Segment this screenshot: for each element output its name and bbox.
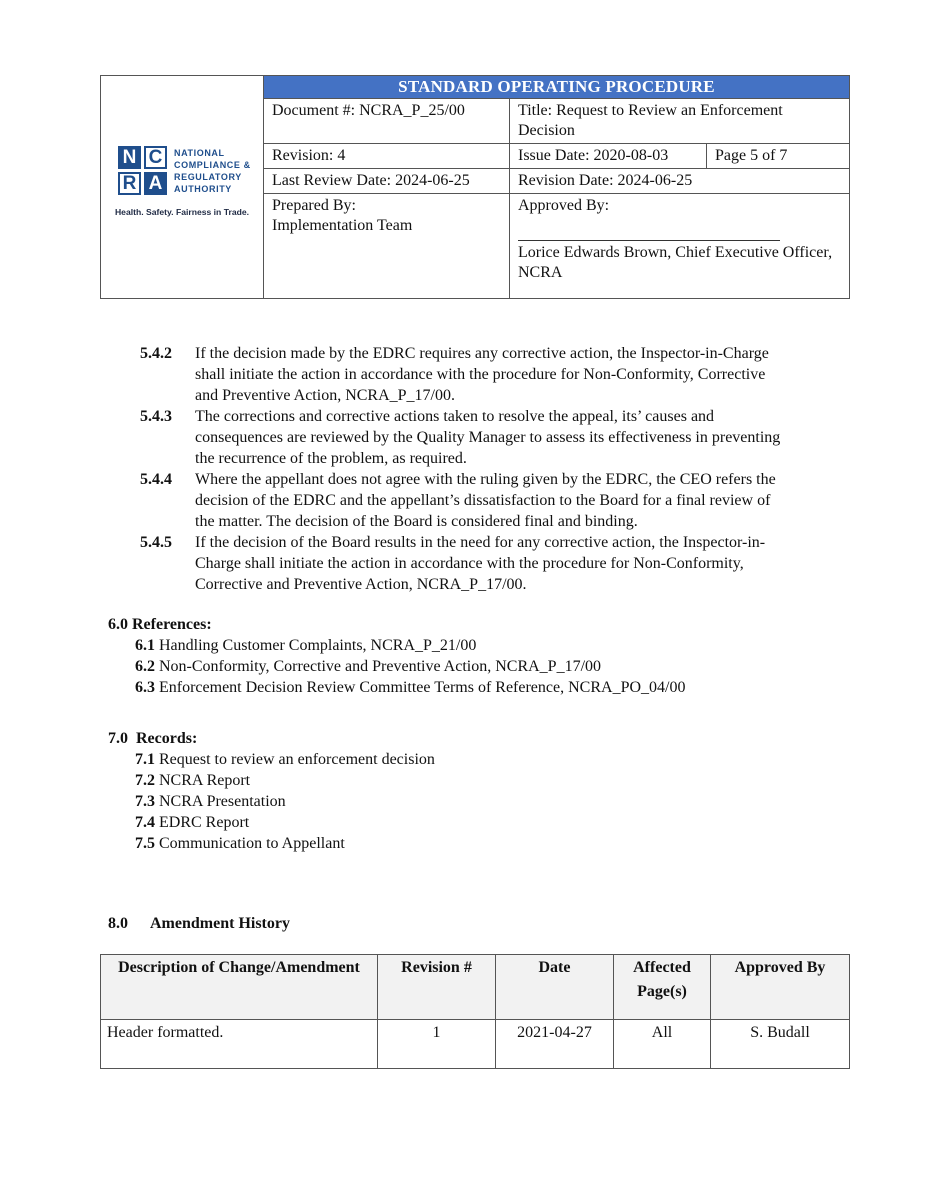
clause-item bbox=[140, 406, 790, 469]
approver-name: Lorice Edwards Brown, Chief Executive Officer, NCRA bbox=[518, 244, 833, 281]
clause-text: Where the appellant does not agree with the ruling given by the EDRC, the CEO refers the decision of the EDRC and the appellant’s dissatisfaction to the Board for a final review of the matter. The decision of the Board is considered final and binding. bbox=[195, 471, 776, 530]
signature-line bbox=[518, 240, 780, 241]
reference-item bbox=[108, 677, 685, 698]
record-item bbox=[108, 833, 435, 854]
clause-text: The corrections and corrective actions taken to resolve the appeal, its’ causes and consequences are reviewed by the Quality Manager to assess its effectiveness in preventing the recurrence of the problem, as required. bbox=[195, 408, 781, 467]
record-number: 7.4 bbox=[135, 814, 155, 831]
approved-by-cell bbox=[510, 194, 850, 299]
logo-line: AUTHORITY bbox=[174, 184, 232, 194]
clause-number: 5.4.4 bbox=[140, 471, 172, 488]
record-text: NCRA Report bbox=[159, 772, 251, 789]
last-review-date: Last Review Date: 2024-06-25 bbox=[264, 169, 510, 194]
record-text: NCRA Presentation bbox=[159, 793, 286, 810]
table-header-row bbox=[101, 955, 850, 1020]
ncra-logo bbox=[101, 142, 263, 232]
reference-text: Handling Customer Complaints, NCRA_P_21/00 bbox=[159, 637, 477, 654]
clause-number: 5.4.3 bbox=[140, 408, 172, 425]
column-header: Affected Page(s) bbox=[614, 955, 711, 1020]
reference-number: 6.3 bbox=[135, 679, 155, 696]
logo-line: NATIONAL bbox=[174, 148, 225, 158]
approved-by-label: Approved By: bbox=[518, 197, 610, 214]
logo-letter: N bbox=[118, 146, 141, 169]
document-number: Document #: NCRA_P_25/00 bbox=[264, 99, 510, 144]
reference-text: Non-Conformity, Corrective and Preventive Action, NCRA_P_17/00 bbox=[159, 658, 602, 675]
record-text: EDRC Report bbox=[159, 814, 250, 831]
table-cell: All bbox=[614, 1020, 711, 1069]
logo-letter-grid bbox=[118, 146, 167, 195]
amendment-section-title: Amendment History bbox=[150, 915, 290, 932]
records-heading: 7.0 Records: bbox=[108, 730, 198, 747]
clause-number: 5.4.2 bbox=[140, 345, 172, 362]
reference-item bbox=[108, 656, 685, 677]
issue-date: Issue Date: 2020-08-03 bbox=[510, 144, 707, 169]
amendment-heading bbox=[108, 913, 290, 934]
clause-item bbox=[140, 532, 790, 595]
record-item bbox=[108, 812, 435, 833]
column-header: Approved By bbox=[711, 955, 850, 1020]
amendment-history-table bbox=[100, 954, 850, 1069]
logo-letter: A bbox=[144, 172, 167, 195]
logo-letter: C bbox=[144, 146, 167, 169]
sop-header-table bbox=[100, 75, 850, 299]
records-section bbox=[108, 728, 435, 854]
page-number: Page 5 of 7 bbox=[707, 144, 850, 169]
logo-letter: R bbox=[118, 172, 141, 195]
logo-tagline: Health. Safety. Fairness in Trade. bbox=[114, 207, 250, 217]
prepared-by-label: Prepared By: bbox=[272, 197, 356, 214]
record-number: 7.1 bbox=[135, 751, 155, 768]
record-item bbox=[108, 770, 435, 791]
sop-title: STANDARD OPERATING PROCEDURE bbox=[264, 76, 850, 99]
table-row bbox=[101, 1020, 850, 1069]
logo-cell bbox=[101, 76, 264, 299]
clause-number: 5.4.5 bbox=[140, 534, 172, 551]
reference-number: 6.1 bbox=[135, 637, 155, 654]
table-cell: 1 bbox=[378, 1020, 496, 1069]
record-item bbox=[108, 791, 435, 812]
clause-text: If the decision made by the EDRC requires any corrective action, the Inspector-in-Charge shall initiate the action in accordance with the procedure for Non-Conformity, Corrective and Preventive Action, NCRA_P_17/00. bbox=[195, 345, 769, 404]
references-heading: 6.0 References: bbox=[108, 616, 212, 633]
logo-wordmark bbox=[174, 147, 251, 195]
clause-list bbox=[140, 343, 790, 595]
revision-number: Revision: 4 bbox=[264, 144, 510, 169]
record-number: 7.3 bbox=[135, 793, 155, 810]
column-header: Date bbox=[496, 955, 614, 1020]
revision-date: Revision Date: 2024-06-25 bbox=[510, 169, 850, 194]
record-number: 7.2 bbox=[135, 772, 155, 789]
document-title: Title: Request to Review an Enforcement Decision bbox=[510, 99, 850, 144]
clause-item bbox=[140, 343, 790, 406]
reference-item bbox=[108, 635, 685, 656]
logo-line: COMPLIANCE & bbox=[174, 160, 251, 170]
table-cell: Header formatted. bbox=[101, 1020, 378, 1069]
record-number: 7.5 bbox=[135, 835, 155, 852]
record-text: Request to review an enforcement decision bbox=[159, 751, 435, 768]
reference-number: 6.2 bbox=[135, 658, 155, 675]
logo-line: REGULATORY bbox=[174, 172, 242, 182]
reference-text: Enforcement Decision Review Committee Terms of Reference, NCRA_PO_04/00 bbox=[159, 679, 686, 696]
clause-item bbox=[140, 469, 790, 532]
amendment-section-number: 8.0 bbox=[108, 915, 128, 932]
column-header: Description of Change/Amendment bbox=[101, 955, 378, 1020]
record-item bbox=[108, 749, 435, 770]
table-cell: S. Budall bbox=[711, 1020, 850, 1069]
clause-text: If the decision of the Board results in the need for any corrective action, the Inspector-in-Charge shall initiate the action in accordance with the procedure for Non-Conformity, Corrective and Preventive Action, NCRA_P_17/00. bbox=[195, 534, 766, 593]
prepared-by-cell bbox=[264, 194, 510, 299]
references-section bbox=[108, 614, 685, 698]
column-header: Revision # bbox=[378, 955, 496, 1020]
prepared-by-value: Implementation Team bbox=[272, 217, 413, 234]
table-cell: 2021-04-27 bbox=[496, 1020, 614, 1069]
record-text: Communication to Appellant bbox=[159, 835, 345, 852]
